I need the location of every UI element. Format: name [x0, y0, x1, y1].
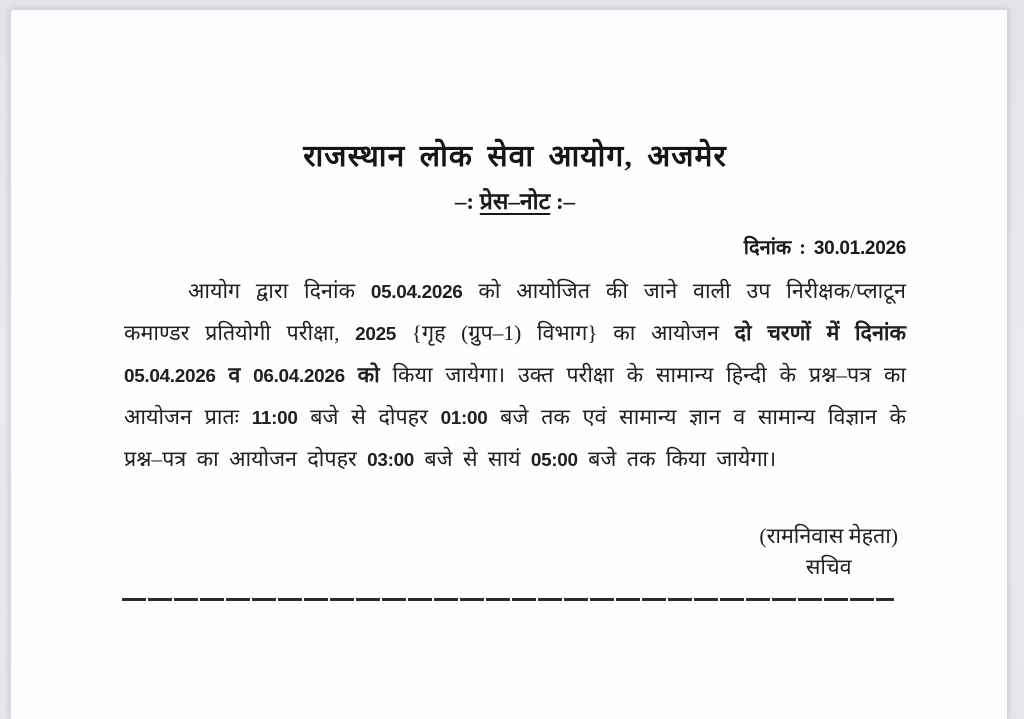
paragraph-segment: 03:00	[367, 450, 415, 471]
date-label: दिनांक :	[743, 237, 814, 259]
paragraph-segment: आयोग द्वारा दिनांक	[188, 279, 371, 303]
paragraph-segment: 01:00	[440, 408, 488, 429]
paragraph-segment: व	[215, 363, 254, 387]
paragraph-segment: दो चरणों में दिनांक	[734, 321, 906, 345]
paragraph-segment: {गृह (ग्रुप–1) विभाग} का आयोजन	[396, 321, 735, 345]
body-paragraph	[124, 271, 906, 481]
paragraph-segment: किया जायेगा। उक्त परीक्षा के सामान्य हिन्दी के प्रश्न–पत्र का आयोजन प्रातः	[124, 363, 906, 429]
press-note-suffix: :–	[555, 189, 576, 214]
paragraph-segment: 11:00	[251, 408, 298, 429]
press-note-label: प्रेस–नोट	[479, 189, 551, 214]
page-title: राजस्थान लोक सेवा आयोग, अजमेर	[303, 140, 727, 173]
paragraph-segment: बजे से दोपहर	[297, 405, 441, 429]
paragraph-segment: को आयोजित की जाने वाली उप निरीक्षक/प्लाटून कमाण्डर प्रतियोगी परीक्षा,	[124, 279, 906, 345]
paragraph-segment: 05:00	[530, 450, 578, 471]
paragraph-segment: को	[344, 363, 380, 387]
paragraph-segment: बजे तक किया जायेगा।	[577, 447, 777, 471]
paragraph-segment: 05.04.2026	[370, 282, 463, 303]
press-note-prefix: –:	[454, 189, 475, 214]
paragraph-segment: बजे से सायं	[414, 447, 531, 471]
bottom-dashed-rule	[122, 598, 894, 601]
paragraph-segment: 05.04.2026	[124, 366, 216, 387]
press-note-page	[10, 9, 1008, 719]
document-content	[124, 10, 906, 601]
paragraph-segment: 06.04.2026	[253, 366, 345, 387]
paragraph-segment: 2025	[355, 324, 396, 345]
signatory-name: (रामनिवास मेहता)	[759, 524, 898, 548]
date-value: 30.01.2026	[813, 238, 906, 259]
date-line	[124, 233, 906, 260]
press-note-heading	[124, 184, 906, 216]
paragraph-segment: बजे तक एवं सामान्य ज्ञान व सामान्य विज्ञान के प्रश्न–पत्र का आयोजन दोपहर	[124, 405, 906, 471]
signature-block	[759, 521, 898, 583]
signatory-designation: सचिव	[805, 555, 852, 579]
